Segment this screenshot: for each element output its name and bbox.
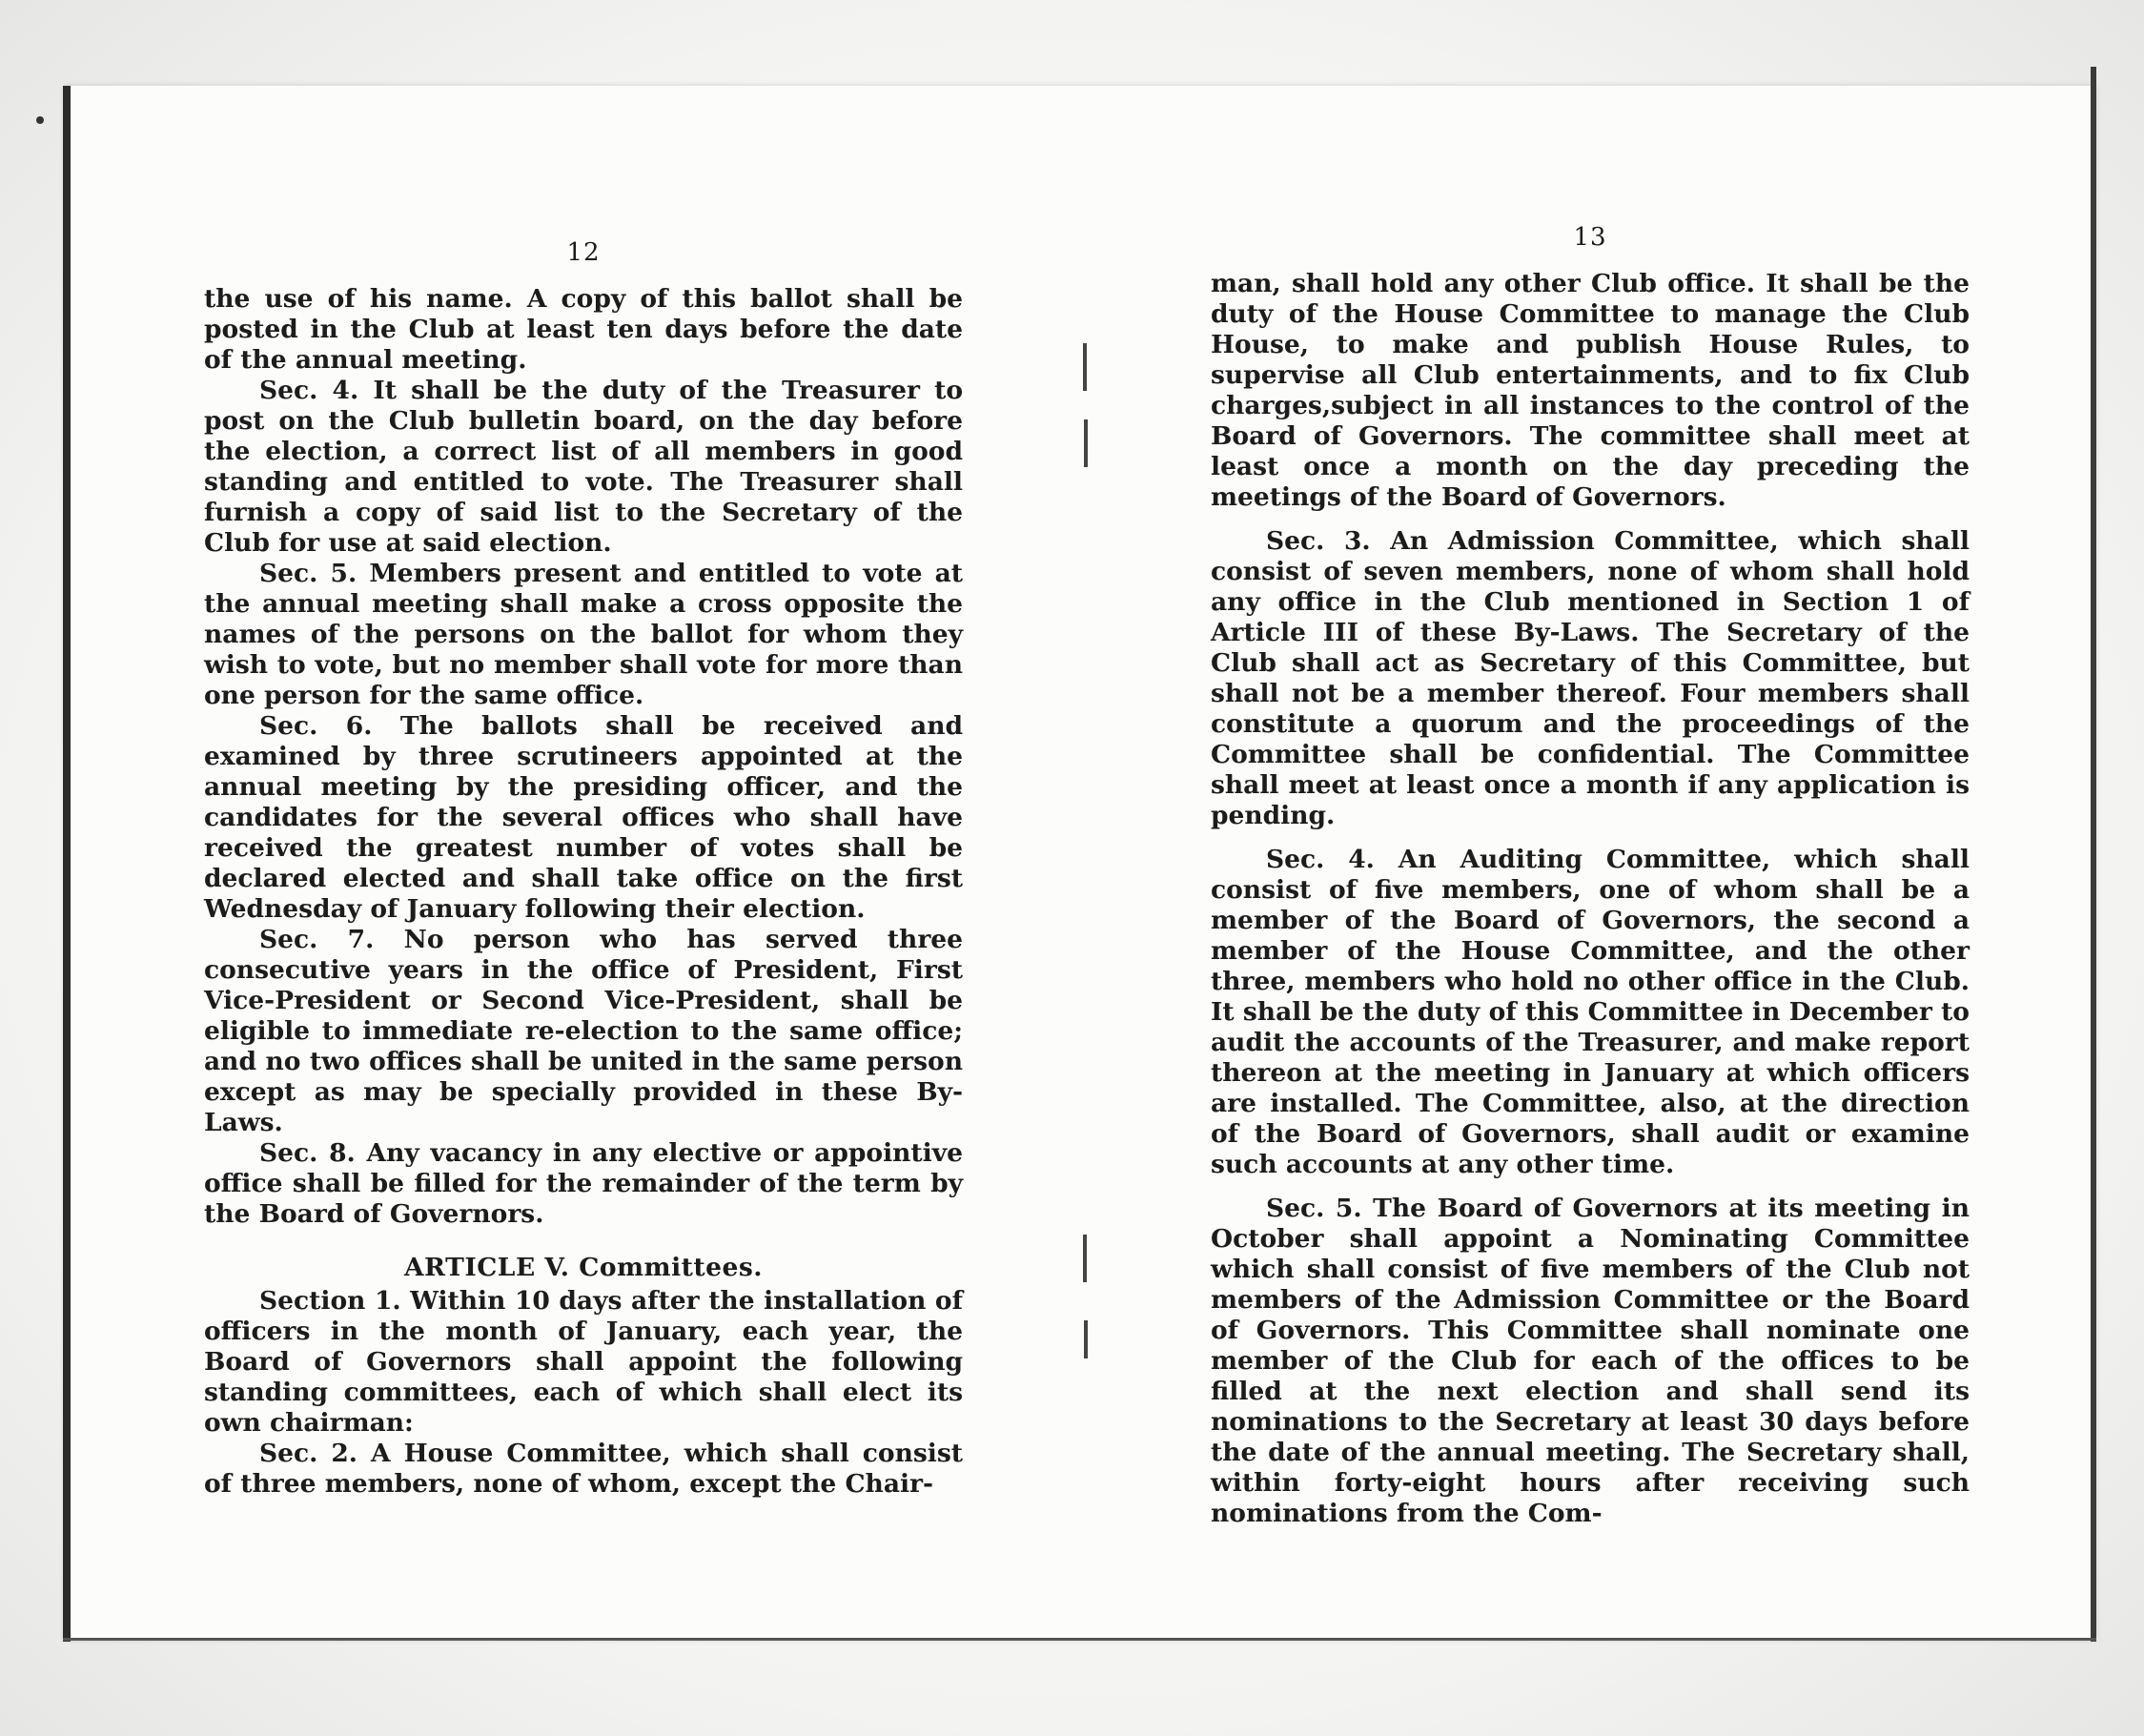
paragraph: the use of his name. A copy of this ballot shall be posted in the Club at least ten days before the date of the annual meeting. xyxy=(204,284,963,375)
booklet-right-edge xyxy=(2091,67,2096,1642)
paragraph: Sec. 4. It shall be the duty of the Treasurer to post on the Club bulletin board, on the day before the election, a correct list of all members in good standing and entitled to vote. The Treasurer shall furnish a copy of said list to the Secretary of the Club for use at said election. xyxy=(204,376,963,558)
left-page xyxy=(204,229,963,1500)
gutter-mark xyxy=(1083,1235,1087,1282)
paragraph: Sec. 4. An Auditing Committee, which shall consist of five members, one of whom shall be a member of the Board of Governors, the second a member of the House Committee, and the other three, members who hold no other office in the Club. It shall be the duty of this Committee in December to audit the accounts of the Treasurer, and make report thereon at the meeting in January at which officers are installed. The Committee, also, at the direction of the Board of Governors, shall audit or examine such accounts at any other time. xyxy=(1211,845,1970,1179)
paragraph: Sec. 3. An Admission Committee, which shall consist of seven members, none of whom shall hold any office in the Club mentioned in Section 1 of Article III of these By-Laws. The Secretary of the Club shall act as Secretary of this Committee, but shall not be a member thereof. Four members shall constitute a quorum and the proceedings of the Committee shall be confidential. The Committee shall meet at least once a month if any application is pending. xyxy=(1211,526,1970,830)
article-heading: ARTICLE V. Committees. xyxy=(403,1253,764,1282)
page-number: 13 xyxy=(1573,223,1607,252)
paragraph: Sec. 7. No person who has served three consecutive years in the office of President, First Vice-President or Second Vice-President, shall be eligible to immediate re-election to the same office; and no two offices shall be united in the same person except as may be specially provided in these By-Laws. xyxy=(204,925,963,1137)
paragraph: Sec. 2. A House Committee, which shall consist of three members, none of whom, except the Chair- xyxy=(204,1439,963,1499)
scan-dot-mark xyxy=(36,116,44,124)
gutter-mark xyxy=(1083,343,1087,391)
booklet-left-edge xyxy=(63,86,71,1642)
gutter-mark xyxy=(1084,419,1088,467)
paragraph: Sec. 6. The ballots shall be received and examined by three scrutineers appointed at the annual meeting by the presiding officer, and the candidates for the several offices who shall have received the greatest number of votes shall be declared elected and shall take office on the first Wednesday of January following their election. xyxy=(204,711,963,924)
paragraph: Sec. 5. The Board of Governors at its meeting in October shall appoint a Nominating Committee which shall consist of five members of the Club not members of the Admission Committee or the Board of Governors. This Committee shall nominate one member of the Club for each of the offices to be filled at the next election and shall send its nominations to the Secretary at least 30 days before the date of the annual meeting. The Secretary shall, within forty-eight hours after receiving such nominations from the Com- xyxy=(1211,1194,1970,1528)
paragraph: Sec. 5. Members present and entitled to vote at the annual meeting shall make a cross opposite the names of the persons on the ballot for whom they wish to vote, but no member shall vote for more than one person for the same office. xyxy=(204,559,963,710)
right-page xyxy=(1211,223,1970,1529)
paragraph: Sec. 8. Any vacancy in any elective or appointive office shall be filled for the remainder of the term by the Board of Governors. xyxy=(204,1138,963,1229)
booklet-bottom-edge xyxy=(63,1638,2096,1641)
page-number: 12 xyxy=(566,238,601,267)
paragraph: man, shall hold any other Club office. It shall be the duty of the House Committee to manage the Club House, to make and publish House Rules, to supervise all Club entertainments, and to fix Club charges,subject in all instances to the control of the Board of Governors. The committee shall meet at least once a month on the day preceding the meetings of the Board of Governors. xyxy=(1211,269,1970,512)
gutter-mark xyxy=(1084,1320,1088,1358)
paragraph: Section 1. Within 10 days after the installation of officers in the month of January, each year, the Board of Governors shall appoint the following standing committees, each of which shall elect its own chairman: xyxy=(204,1286,963,1438)
